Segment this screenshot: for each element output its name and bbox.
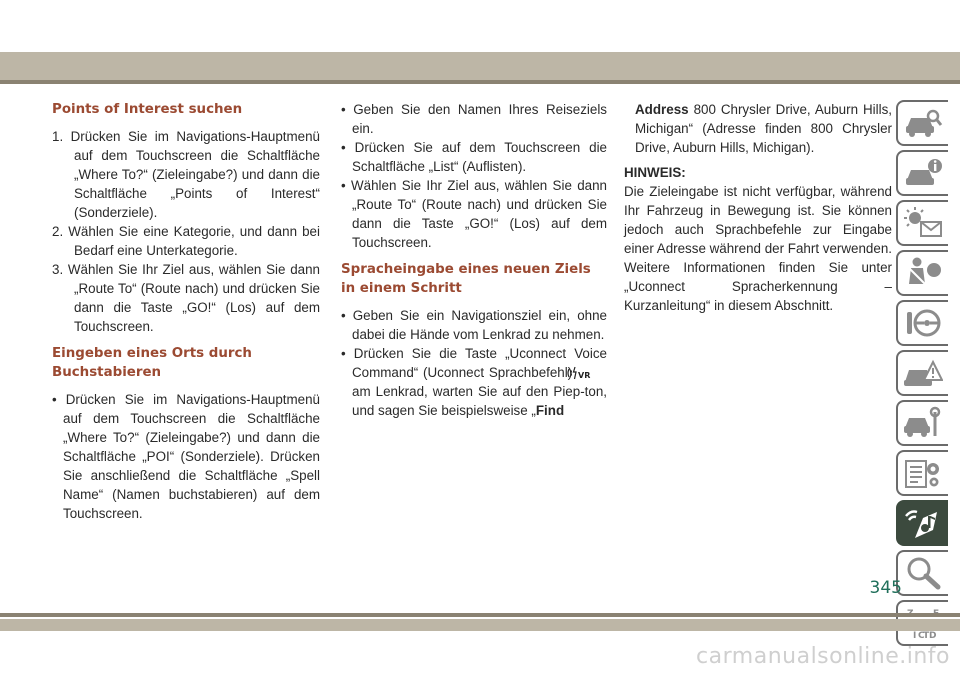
seatbelt-airbag-icon [903, 256, 943, 290]
car-info-icon [903, 156, 943, 190]
tab-service[interactable] [896, 400, 948, 446]
tab-car-info[interactable] [896, 150, 948, 196]
driving-steering-wheel-icon [903, 306, 943, 340]
car-search-icon [903, 106, 943, 140]
bold-text: Address [635, 102, 689, 117]
tab-driving[interactable] [896, 300, 948, 346]
bullet-item: • Geben Sie den Namen Ihres Reiseziels ein. [341, 102, 607, 136]
header-band [0, 52, 960, 80]
vr-label: VR [578, 371, 591, 381]
bullet-text: Drücken Sie auf dem Touchscreen die Schaltfläche „List“ (Auflisten). [352, 140, 607, 174]
voice-command-icon [577, 366, 607, 380]
svg-text:I: I [913, 631, 917, 640]
tab-search[interactable] [896, 550, 948, 596]
step-text: Wählen Sie Ihr Ziel aus, wählen Sie dann „Route To“ (Route nach) und drücken Sie dann die Taste „GO!“ (Los) auf dem Touchscreen. [67, 262, 320, 334]
column-2 [341, 100, 607, 420]
step-text: Wählen Sie eine Kategorie, und dann bei Bedarf eine Unterkategorie. [68, 224, 320, 258]
svg-text:T: T [923, 631, 930, 640]
tab-seatbelt-airbag[interactable] [896, 250, 948, 296]
bullet-item: • Geben Sie ein Navigationsziel ein, ohne dabei die Hände vom Lenkrad zu nehmen. [341, 308, 607, 342]
section-heading-poi: Points of Interest suchen [52, 102, 243, 117]
bullet-bold-text: Find [535, 403, 565, 418]
dashboard-lights-message-icon [903, 206, 943, 240]
step-number: 2. [52, 224, 64, 239]
bullet-item: • Drücken Sie auf dem Touchscreen die Schaltfläche „List“ (Auflisten). [341, 140, 607, 174]
emergency-warning-car-icon [903, 356, 943, 390]
step-2 [52, 222, 320, 260]
bullet-text: Wählen Sie Ihr Ziel aus, wählen Sie dann „Route To“ (Route nach) und drücken Sie dann die Taste „GO!“ (Los) auf dem Touchscreen. [351, 178, 607, 250]
page-number: 345 [869, 578, 902, 598]
note-heading: HINWEIS: [624, 165, 686, 180]
step-text: Drücken Sie im Navigations-Hauptmenü auf dem Touchscreen die Schaltfläche „Where To?“ (Zieleingabe?) und dann die Schaltfläche „Points of Interest“ (Sonderziele). [70, 129, 320, 220]
column-3 [624, 100, 892, 315]
watermark: carmanualsonline.info [696, 644, 950, 669]
tab-emergency[interactable] [896, 350, 948, 396]
specifications-gear-icon [903, 456, 943, 490]
step-3 [52, 260, 320, 336]
car-service-wrench-icon [903, 406, 943, 440]
bullet-item: • Drücken Sie im Navigations-Hauptmenü auf dem Touchscreen die Schaltfläche „Where To?“ (Zieleingabe?) und dann die Schaltfläche „POI“ (Sonderziele). Drücken Sie anschließend die Schaltfläche „Spell Name“ (Namen buchstabieren) auf dem Touchscreen. [52, 392, 320, 521]
svg-text:C: C [918, 631, 925, 640]
bullet-text: Drücken Sie die Taste „Uconnect Voice Command“ (Uconnect Sprachbefehl) [352, 346, 607, 380]
header-rule [0, 80, 960, 84]
section-heading-voice: Spracheingabe eines neuen Ziels in einem Schritt [341, 262, 591, 296]
multimedia-music-icon [903, 506, 943, 540]
column-1 [52, 100, 320, 523]
tab-multimedia[interactable] [896, 500, 948, 546]
section-heading-spell: Eingeben eines Orts durch Buchstabieren [52, 346, 252, 380]
chapter-tabs [896, 100, 960, 650]
continued-text [624, 100, 892, 157]
step-1 [52, 127, 320, 222]
tab-dashboard-lights[interactable] [896, 200, 948, 246]
tab-specifications[interactable] [896, 450, 948, 496]
note-text: Die Zieleingabe ist nicht verfügbar, während Ihr Fahrzeug in Bewegung ist. Sie können jedoch auch Sprachbefehle zur Eingabe einer Adresse während der Fahrt verwenden. Weitere Informationen finden Sie unter „Uconnect Spracherkennung – Kurzanleitung“ in diesem Abschnitt. [624, 184, 892, 313]
step-number: 1. [52, 129, 64, 144]
bullet-text: Geben Sie den Namen Ihres Reiseziels ein. [352, 102, 607, 136]
body-text: 800 Chrysler Drive, Auburn Hills, Michigan“ (Adresse finden 800 Chrysler Drive, Auburn Hills, Michigan). [635, 102, 892, 155]
bullet-text: Geben Sie ein Navigationsziel ein, ohne dabei die Hände vom Lenkrad zu nehmen. [352, 308, 607, 342]
bullet-text: Drücken Sie im Navigations-Hauptmenü auf dem Touchscreen die Schaltfläche „Where To?“ (Zieleingabe?) und dann die Schaltfläche „POI“ (Sonderziele). Drücken Sie anschließend die Schaltfläche „Spell Name“ (Namen buchstabieren) auf dem Touchscreen. [63, 392, 320, 521]
bullet-item: • Drücken Sie die Taste „Uconnect Voice Command“ (Uconnect Sprachbefehl) VR am Lenkrad, warten Sie auf den Piep-ton, und sagen Sie beispielsweise „Find [341, 346, 607, 418]
step-number: 3. [52, 262, 64, 277]
bullet-text: am Lenkrad, warten Sie auf den Piep-ton, und sagen Sie beispielsweise „ [352, 384, 607, 418]
search-magnifier-icon [903, 556, 943, 590]
tab-car-search[interactable] [896, 100, 948, 146]
svg-text:D: D [929, 631, 937, 640]
footer-rule [0, 613, 960, 617]
footer-band [0, 619, 960, 631]
bullet-item: • Wählen Sie Ihr Ziel aus, wählen Sie dann „Route To“ (Route nach) und drücken Sie dann die Taste „GO!“ (Los) auf dem Touchscreen. [341, 178, 607, 250]
